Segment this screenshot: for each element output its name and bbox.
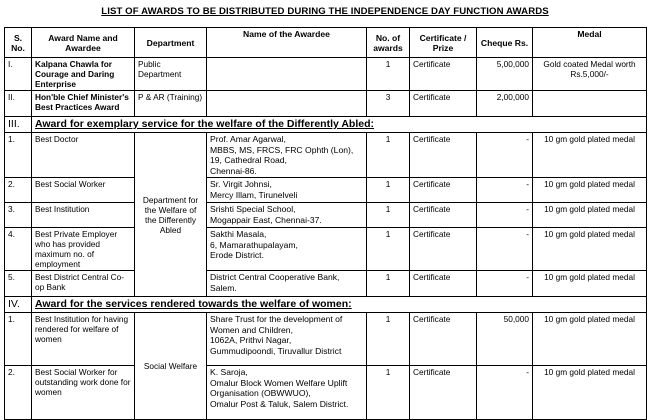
table-row <box>5 228 647 271</box>
row-count: 1 <box>367 366 410 420</box>
row-count: 1 <box>367 228 410 271</box>
section-header-row <box>5 117 647 133</box>
row-cheque: 2,00,000 <box>477 91 533 117</box>
row-count: 1 <box>367 133 410 178</box>
row-medal: 10 gm gold plated medal <box>533 366 647 420</box>
header-certificate: Certificate / Prize <box>410 28 477 58</box>
row-award: Best Institution <box>32 203 135 228</box>
table-header-row <box>5 28 647 58</box>
row-department: Social Welfare <box>135 313 207 420</box>
row-count: 3 <box>367 91 410 117</box>
row-cheque: - <box>477 366 533 420</box>
row-cheque: - <box>477 228 533 271</box>
row-award: Best Institution for having rendered for welfare of women <box>32 313 135 366</box>
row-sno: 1. <box>5 313 32 366</box>
row-medal: 10 gm gold plated medal <box>533 133 647 178</box>
row-award: Best Social Worker <box>32 178 135 203</box>
row-sno: 1. <box>5 133 32 178</box>
row-awardee: Sakthi Masala, 6, Mamarathupalayam, Erode District. <box>207 228 367 271</box>
row-awardee: K. Saroja, Omalur Block Women Welfare Uplift Organisation (OBWWUO), Omalur Post & Taluk, Salem District. <box>207 366 367 420</box>
row-cheque: - <box>477 133 533 178</box>
row-award: Best Doctor <box>32 133 135 178</box>
row-award: Best Private Employer who has provided maximum no. of employment <box>32 228 135 271</box>
header-medal: Medal <box>533 28 647 58</box>
awards-table <box>4 27 647 420</box>
row-cheque: 5,00,000 <box>477 58 533 91</box>
row-department: P & AR (Training) <box>135 91 207 117</box>
row-sno: 2. <box>5 366 32 420</box>
section-header-row <box>5 297 647 313</box>
row-medal: 10 gm gold plated medal <box>533 228 647 271</box>
row-certificate: Certificate <box>410 203 477 228</box>
row-medal: 10 gm gold plated medal <box>533 178 647 203</box>
table-row <box>5 366 647 420</box>
row-certificate: Certificate <box>410 366 477 420</box>
row-cheque: - <box>477 203 533 228</box>
row-awardee: Srishti Special School, Mogappair East, Chennai-37. <box>207 203 367 228</box>
row-award: Best District Central Co-op Bank <box>32 271 135 297</box>
header-award: Award Name and Awardee <box>32 28 135 58</box>
row-certificate: Certificate <box>410 91 477 117</box>
row-cheque: - <box>477 178 533 203</box>
table-row <box>5 203 647 228</box>
row-medal: 10 gm gold plated medal <box>533 271 647 297</box>
row-awardee: Prof. Amar Agarwal, MBBS, MS, FRCS, FRC Ophth (Lon), 19, Cathedral Road, Chennai-86. <box>207 133 367 178</box>
page-title: LIST OF AWARDS TO BE DISTRIBUTED DURING THE INDEPENDENCE DAY FUNCTION AWARDS <box>101 6 549 17</box>
row-count: 1 <box>367 271 410 297</box>
row-award: Best Social Worker for outstanding work done for women <box>32 366 135 420</box>
row-certificate: Certificate <box>410 178 477 203</box>
row-department: Department for the Welfare of the Differently Abled <box>135 133 207 297</box>
table-row <box>5 58 647 91</box>
row-certificate: Certificate <box>410 271 477 297</box>
section-title: Award for the services rendered towards the welfare of women: <box>32 297 647 313</box>
header-count: No. of awards <box>367 28 410 58</box>
row-sno: I. <box>5 58 32 91</box>
section-sno: IV. <box>5 297 32 313</box>
row-count: 1 <box>367 203 410 228</box>
row-awardee <box>207 91 367 117</box>
row-medal <box>533 91 647 117</box>
row-count: 1 <box>367 58 410 91</box>
table-row <box>5 271 647 297</box>
row-awardee: District Central Cooperative Bank, Salem. <box>207 271 367 297</box>
row-awardee <box>207 58 367 91</box>
header-department: Department <box>135 28 207 58</box>
table-row <box>5 133 647 178</box>
row-sno: 2. <box>5 178 32 203</box>
row-sno: 3. <box>5 203 32 228</box>
row-certificate: Certificate <box>410 133 477 178</box>
header-sno: S. No. <box>5 28 32 58</box>
section-title: Award for exemplary service for the welfare of the Differently Abled: <box>32 117 647 133</box>
header-awardee: Name of the Awardee <box>207 28 367 58</box>
row-certificate: Certificate <box>410 228 477 271</box>
table-row <box>5 91 647 117</box>
row-award: Hon'ble Chief Minister's Best Practices Award <box>32 91 135 117</box>
row-certificate: Certificate <box>410 313 477 366</box>
row-sno: 4. <box>5 228 32 271</box>
row-count: 1 <box>367 178 410 203</box>
row-awardee: Share Trust for the development of Women and Children, 1062A, Prithvi Nagar, Gummudipoondi, Tiruvallur District <box>207 313 367 366</box>
header-cheque: Cheque Rs. <box>477 28 533 58</box>
row-medal: Gold coated Medal worth Rs.5,000/- <box>533 58 647 91</box>
row-sno: II. <box>5 91 32 117</box>
row-certificate: Certificate <box>410 58 477 91</box>
table-row <box>5 178 647 203</box>
section-sno: III. <box>5 117 32 133</box>
row-cheque: - <box>477 271 533 297</box>
row-sno: 5. <box>5 271 32 297</box>
row-medal: 10 gm gold plated medal <box>533 313 647 366</box>
row-department: Public Department <box>135 58 207 91</box>
row-cheque: 50,000 <box>477 313 533 366</box>
row-awardee: Sr. Virgit Johnsi, Mercy Illam, Tirunelveli <box>207 178 367 203</box>
row-medal: 10 gm gold plated medal <box>533 203 647 228</box>
row-award: Kalpana Chawla for Courage and Daring Enterprise <box>32 58 135 91</box>
table-row <box>5 313 647 366</box>
row-count: 1 <box>367 313 410 366</box>
